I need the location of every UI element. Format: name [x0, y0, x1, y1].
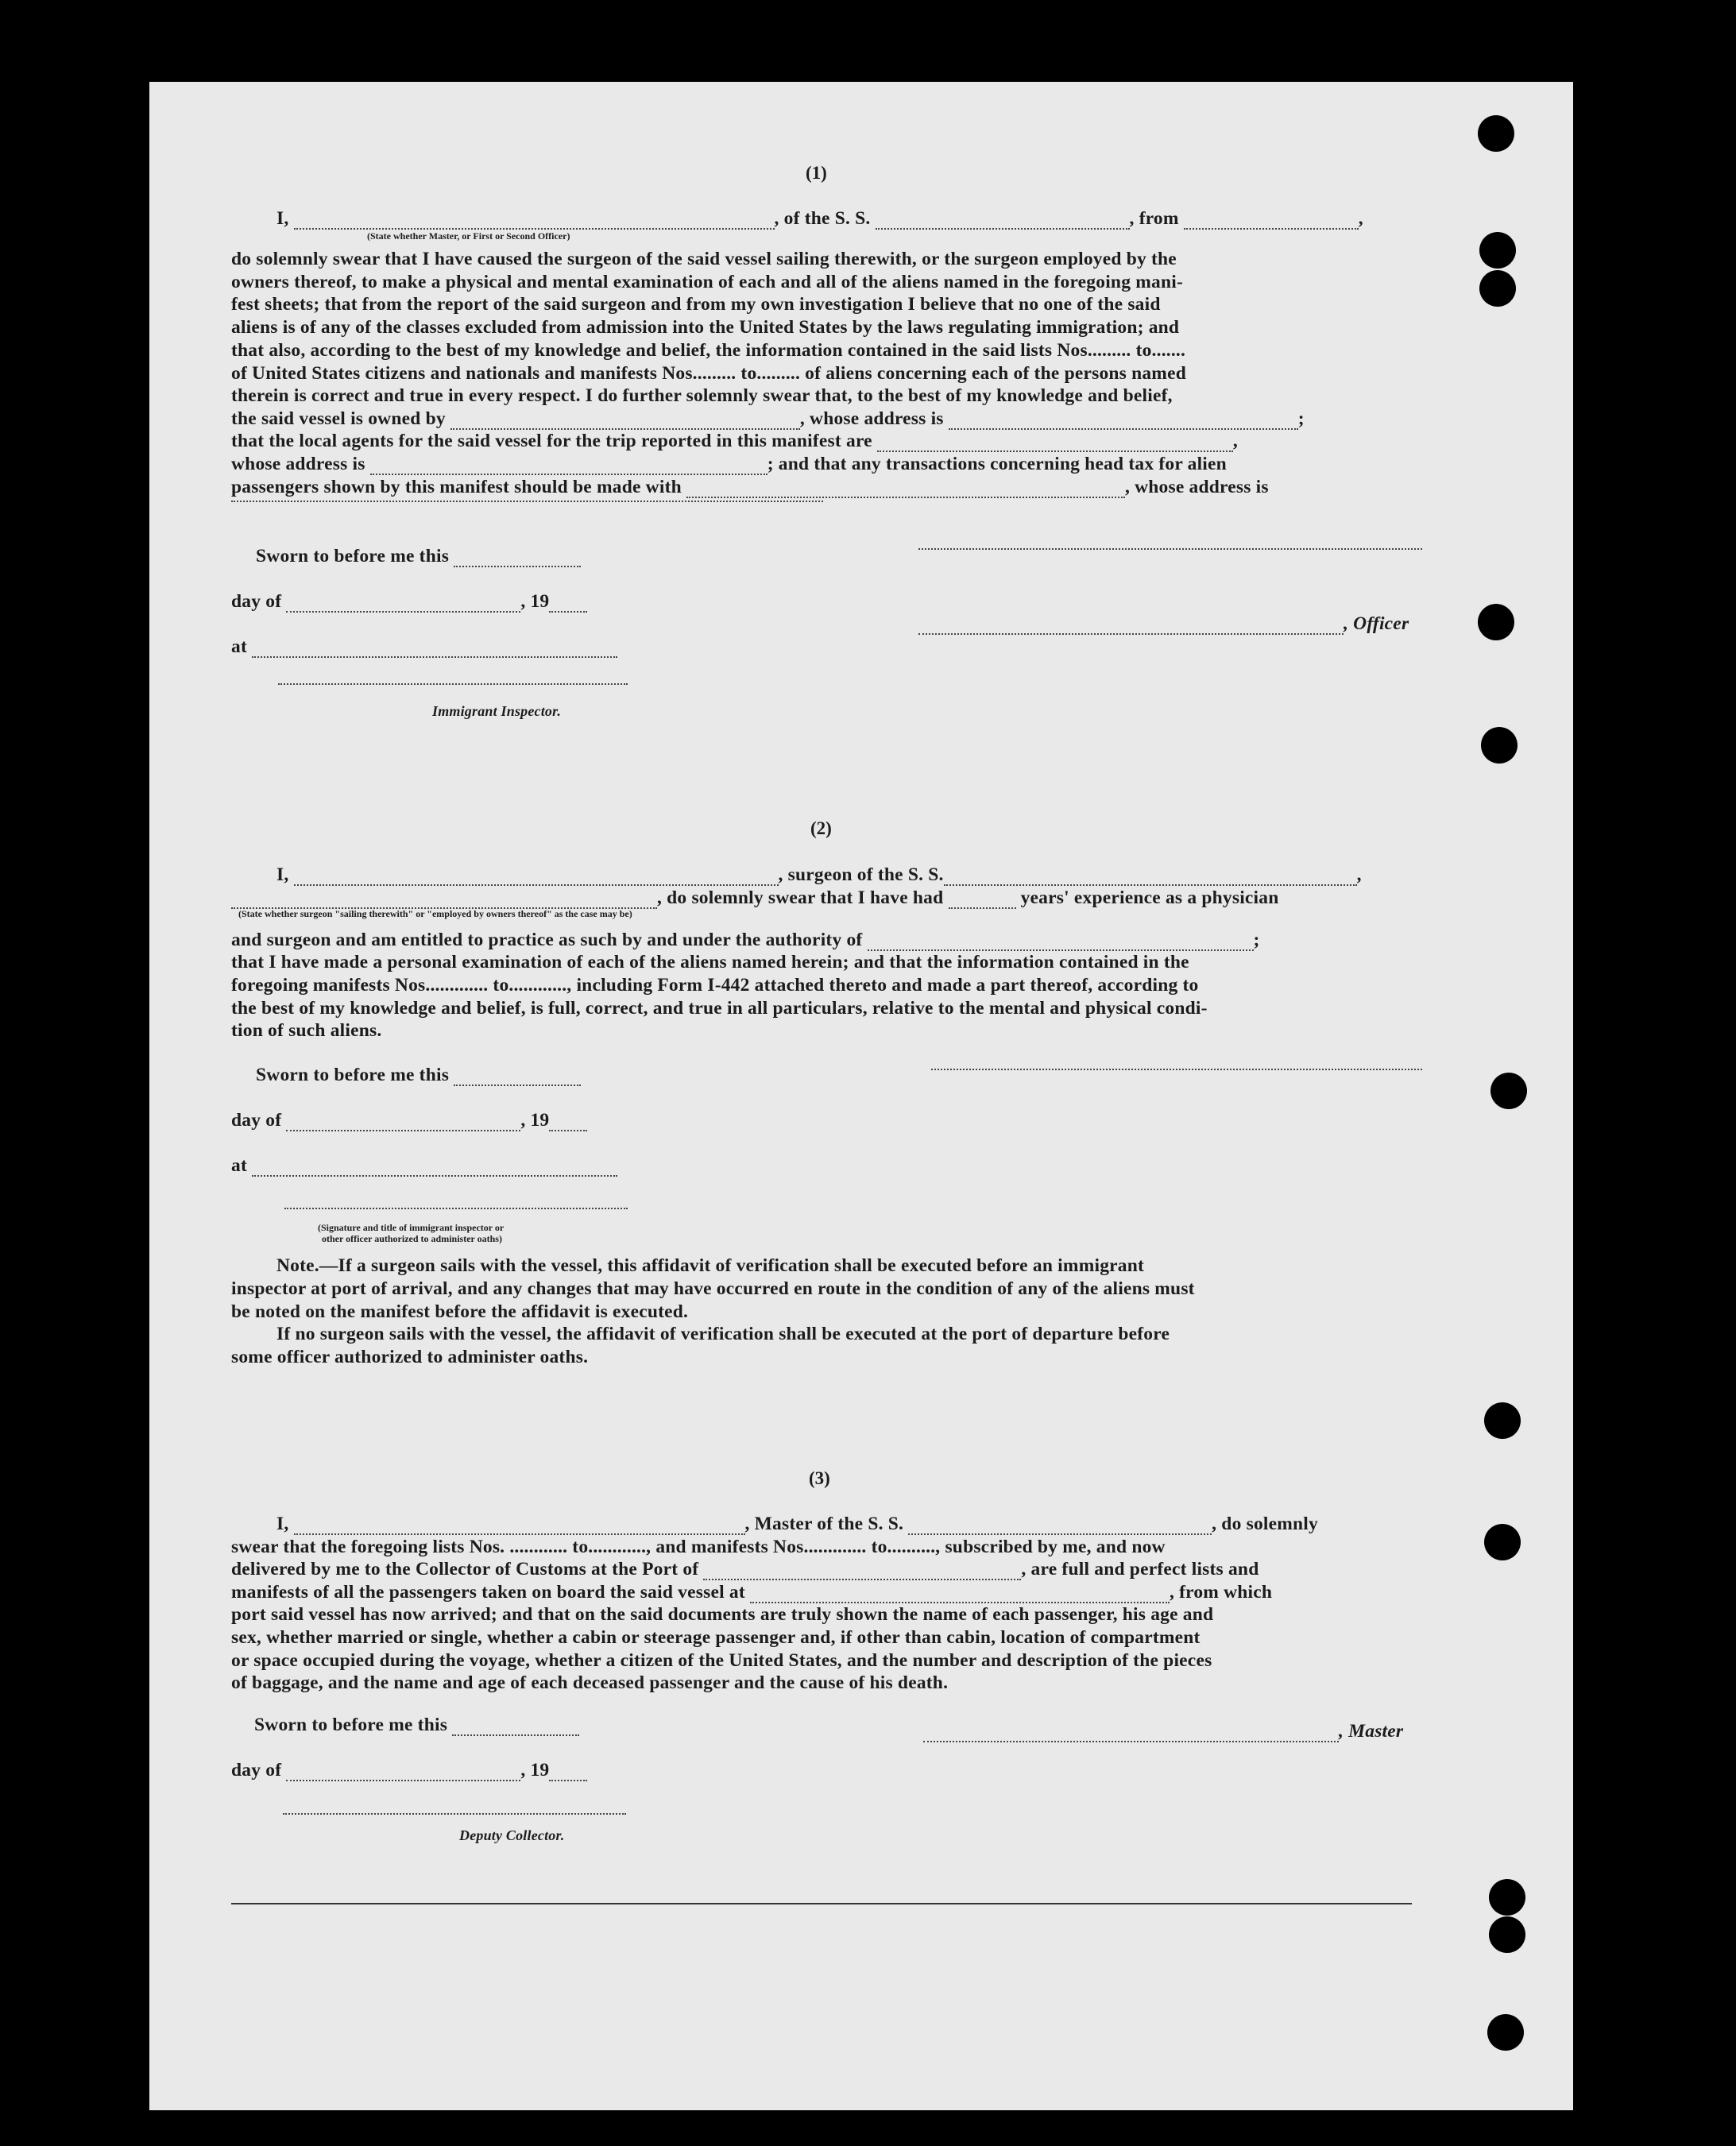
s3-line-2: swear that the foregoing lists Nos. ............ to............, and manifests Nos............. to.........., subscribed by me, and now — [231, 1537, 1166, 1557]
s2-line-7: tion of such aliens. — [231, 1020, 382, 1041]
s1-dayof: day of , 19 — [231, 591, 587, 613]
s2-note-1: Note.—If a surgeon sails with the vessel, this affidavit of verification shall be executed before an immigrant — [276, 1255, 1145, 1276]
s3-master-label: , Master — [923, 1721, 1403, 1742]
punch-hole — [1478, 115, 1514, 152]
punch-hole — [1484, 1524, 1521, 1560]
s2-note-2: inspector at port of arrival, and any changes that may have occurred en route in the condition of any of the aliens must — [231, 1278, 1195, 1299]
s1-officer-label: , Officer — [918, 613, 1409, 635]
s1-line-owner: the said vessel is owned by , whose address is ; — [231, 408, 1305, 429]
s2-dayof: day of , 19 — [231, 1110, 587, 1131]
s2-line-6: the best of my knowledge and belief, is full, correct, and true in all particulars, relative to the mental and physical condi- — [231, 998, 1208, 1019]
s3-line-4: manifests of all the passengers taken on board the said vessel at , from which — [231, 1582, 1273, 1603]
s2-line-2: , do solemnly swear that I have had years' experience as a physician — [231, 887, 1279, 909]
s2-line-3: and surgeon and am entitled to practice as such by and under the authority of ; — [231, 930, 1260, 950]
s2-caption-surgeon: (State whether surgeon "sailing therewith" or "employed by owners thereof" as the case may be) — [238, 908, 632, 919]
s2-line-1: I, , surgeon of the S. S. , — [276, 864, 1362, 885]
s3-collector-line — [283, 1813, 626, 1815]
section-3-number: (3) — [809, 1468, 830, 1488]
s2-sig-caption-1: (Signature and title of immigrant inspector or — [318, 1222, 505, 1233]
punch-hole — [1490, 1073, 1527, 1109]
s3-line-3: delivered by me to the Collector of Customs at the Port of , are full and perfect lists and — [231, 1559, 1259, 1580]
punch-hole — [1479, 232, 1516, 269]
s2-at: at — [231, 1155, 617, 1177]
s1-line-headtax: passengers shown by this manifest should be made with , whose address is — [231, 477, 1269, 497]
s2-line-4: that I have made a personal examination of each of the aliens named herein; and that the information contained in the — [231, 952, 1189, 972]
s2-note-3: be noted on the manifest before the affidavit is executed. — [231, 1301, 689, 1322]
punch-hole — [1484, 1402, 1521, 1439]
s3-line-1: I, , Master of the S. S. , do solemnly — [276, 1514, 1318, 1534]
s1-inspector-label: Immigrant Inspector. — [432, 703, 562, 719]
s2-note-4: If no surgeon sails with the vessel, the affidavit of verification shall be executed at the port of departure before — [276, 1324, 1170, 1344]
punch-hole — [1479, 270, 1516, 307]
punch-hole — [1481, 727, 1518, 764]
s1-sworn: Sworn to before me this — [256, 546, 581, 567]
s2-inspector-line — [284, 1208, 628, 1209]
s1-at: at — [231, 636, 617, 658]
s1-inspector-line — [278, 683, 628, 685]
s1-address-line — [231, 501, 823, 502]
s2-note-5: some officer authorized to administer oaths. — [231, 1347, 589, 1367]
punch-hole — [1489, 1916, 1525, 1953]
punch-hole — [1487, 2014, 1524, 2051]
s3-dayof: day of , 19 — [231, 1760, 587, 1781]
s1-line-agents: that the local agents for the said vessel for the trip reported in this manifest are , — [231, 431, 1238, 451]
s1-officer-signature-line — [918, 548, 1422, 550]
s3-sworn: Sworn to before me this — [254, 1715, 579, 1736]
s1-caption-officer: (State whether Master, or First or Second Officer) — [367, 230, 570, 242]
s2-signature-line — [931, 1069, 1422, 1070]
s2-line-5: foregoing manifests Nos............. to............, including Form I-442 attached thereto and made a part thereof, according to — [231, 975, 1199, 996]
section-1-number: (1) — [806, 163, 827, 183]
section-2-number: (2) — [810, 818, 832, 838]
s3-line-6: sex, whether married or single, whether a cabin or steerage passenger and, if other than cabin, location of compartment — [231, 1627, 1201, 1648]
s2-sworn: Sworn to before me this — [256, 1065, 581, 1086]
s3-line-7: or space occupied during the voyage, whether a citizen of the United States, and the number and description of the pieces — [231, 1650, 1212, 1671]
punch-hole — [1478, 604, 1514, 640]
s1-line-1: I, , of the S. S. , from , — [276, 208, 1363, 229]
s3-line-5: port said vessel has now arrived; and that on the said documents are truly shown the name of each passenger, his age and — [231, 1604, 1214, 1625]
s3-line-8: of baggage, and the name and age of each deceased passenger and the cause of his death. — [231, 1672, 949, 1693]
s2-sig-caption-2: other officer authorized to administer oaths) — [322, 1233, 502, 1244]
s3-collector-label: Deputy Collector. — [459, 1827, 565, 1843]
bottom-rule — [231, 1903, 1412, 1904]
s1-line-address: whose address is ; and that any transactions concerning head tax for alien — [231, 454, 1227, 474]
punch-hole — [1489, 1879, 1525, 1916]
